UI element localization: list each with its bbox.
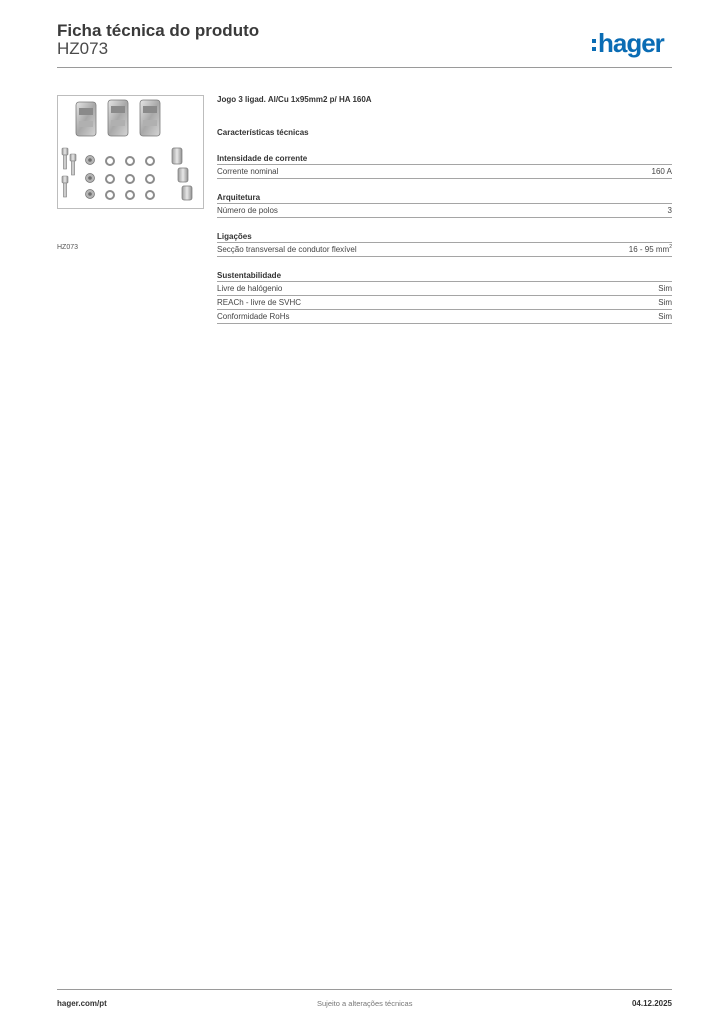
spec-row [217,242,672,257]
spec-label: REACh - livre de SVHC [217,298,302,307]
footer-divider [57,989,672,990]
spec-value-main: 16 - 95 mm [628,245,670,254]
hager-logo [592,28,664,58]
spec-value: 3 [667,206,672,215]
product-photo [57,95,204,209]
spec-label: Secção transversal de condutor flexível [217,245,357,254]
spec-row [217,164,672,179]
spec-label: Corrente nominal [217,167,279,176]
spec-row [217,295,672,309]
spec-row [217,281,672,295]
section-connections [217,231,672,257]
photo-caption: HZ073 [57,244,79,251]
spec-value: 160 A [651,167,672,176]
footer-notice: Sujeito a alterações técnicas [317,999,413,1008]
header-divider [57,67,672,68]
section-current [217,153,672,179]
section-title: Sustentabilidade [217,271,282,280]
spec-value: Sim [658,312,672,321]
logo-text: hager [598,28,664,58]
footer-website-link[interactable]: hager.com/pt [57,999,107,1008]
spec-value-superscript: 2 [669,244,672,250]
spec-row [217,203,672,218]
section-sustainability [217,270,672,324]
product-description: Jogo 3 ligad. Al/Cu 1x95mm2 p/ HA 160A [217,95,372,104]
spec-value [629,243,672,256]
spec-label: Conformidade RoHs [217,312,290,321]
characteristics-title: Características técnicas [217,128,309,137]
spec-label: Livre de halógenio [217,284,283,293]
clamp-2 [108,100,128,136]
clamp-1 [76,102,96,136]
section-title: Arquitetura [217,193,261,202]
clamp-3 [140,100,160,136]
footer-date: 04.12.2025 [631,999,672,1008]
product-code: HZ073 [57,39,109,58]
spec-table [217,94,672,337]
section-title: Ligações [217,232,252,241]
page-title: Ficha técnica do produto [57,21,260,40]
connector-kit-image [58,96,203,208]
section-architecture [217,192,672,218]
spec-label: Número de polos [217,206,278,215]
spec-value: Sim [658,284,672,293]
spec-row [217,309,672,324]
logo-dots-icon [592,39,596,51]
spec-value: Sim [658,298,672,307]
section-title: Intensidade de corrente [217,154,308,163]
